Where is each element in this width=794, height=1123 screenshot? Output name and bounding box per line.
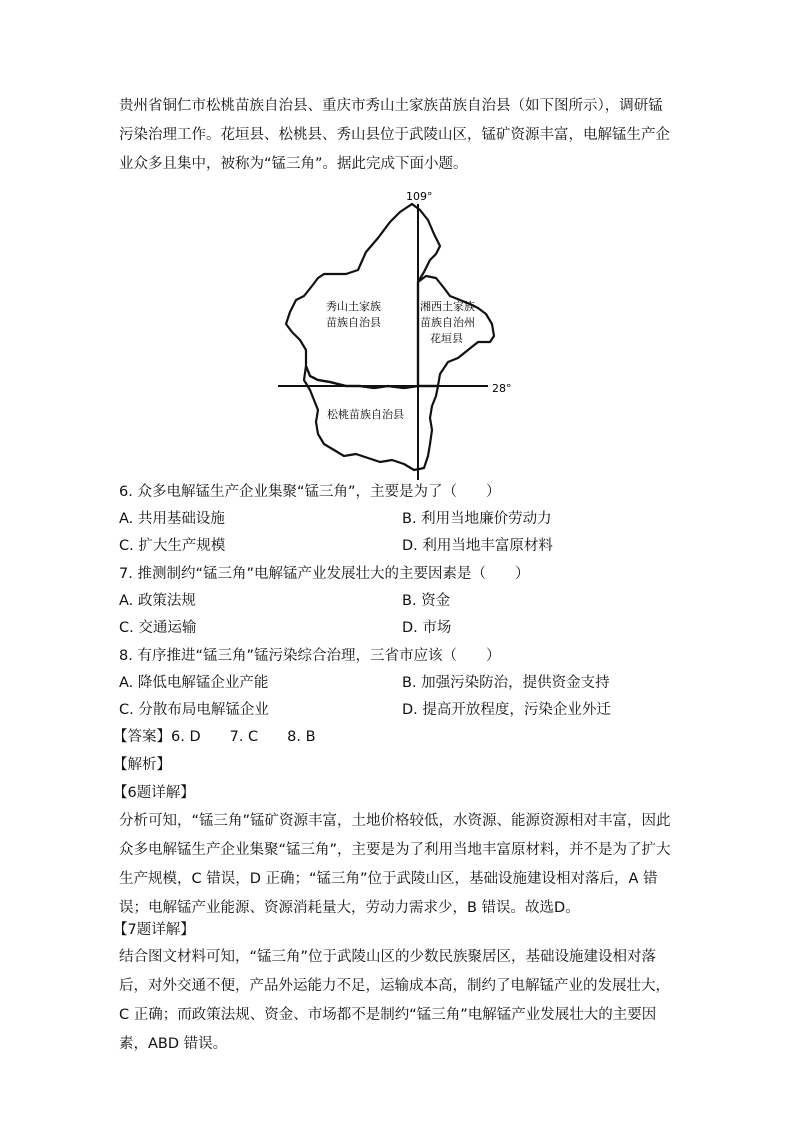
analysis-heading: 【解析】: [113, 757, 171, 773]
q7-detail-text: 结合图文材料可知，“锰三角”位于武陵山区的少数民族聚居区，基础设施建设相对落后，对外交通不便，产品外运能力不足，运输成本高，制约了电解锰产业的发展壮大，C 正确；而政策法规、资金、市场都不是制约“锰三角”电解锰产业发展壮大的主要因素，ABD 错误。: [119, 949, 670, 1052]
question-6-option-c: C. 扩大生产规模: [119, 538, 226, 554]
question-8-option-b: B. 加强污染防治，提供资金支持: [402, 675, 610, 691]
region-label-huayuan-1: 湘西土家族: [420, 300, 475, 313]
question-7-option-c: C. 交通运输: [119, 620, 197, 636]
question-8-stem: 8. 有序推进“锰三角”锰污染综合治理，三省市应该（ ）: [119, 648, 501, 664]
region-label-xiushan-1: 秀山土家族: [326, 300, 381, 313]
region-label-xiushan-2: 苗族自治县: [326, 316, 381, 329]
question-7-option-a: A. 政策法规: [119, 593, 196, 609]
intro-paragraph: 贵州省铜仁市松桃苗族自治县、重庆市秀山土家族苗族自治县（如下图所示），调研锰污染治理工作。花垣县、松桃县、秀山县位于武陵山区，锰矿资源丰富，电解锰生产企业众多且集中，被称为“锰三角”。据此完成下面小题。: [119, 98, 670, 172]
question-6-option-d: D. 利用当地丰富原材料: [402, 538, 553, 554]
question-6-stem: 6. 众多电解锰生产企业集聚“锰三角”，主要是为了（ ）: [119, 484, 501, 500]
latitude-label: 28°: [492, 382, 512, 395]
question-6-option-b: B. 利用当地廉价劳动力: [402, 511, 552, 527]
region-label-huayuan-2: 苗族自治州: [420, 316, 475, 329]
q7-detail-heading: 【7题详解】: [113, 922, 195, 938]
region-label-songtao: 松桃苗族自治县: [327, 408, 404, 421]
region-label-huayuan-3: 花垣县: [430, 332, 463, 345]
question-8-option-d: D. 提高开放程度，污染企业外迁: [402, 702, 611, 718]
question-7-stem: 7. 推测制约“锰三角”电解锰产业发展壮大的主要因素是（ ）: [119, 566, 530, 582]
question-8-option-a: A. 降低电解锰企业产能: [119, 675, 269, 691]
question-8-option-c: C. 分散布局电解锰企业: [119, 702, 269, 718]
map-region-huayuan: [418, 276, 494, 386]
q6-detail-heading: 【6题详解】: [113, 785, 195, 801]
question-7-option-b: B. 资金: [402, 593, 451, 609]
longitude-label: 109°: [406, 190, 433, 203]
answer-line: 【答案】6. D 7. C 8. B: [113, 729, 316, 745]
question-6-option-a: A. 共用基础设施: [119, 511, 225, 527]
location-map: [0, 190, 794, 490]
q6-detail-text: 分析可知，“锰三角”锰矿资源丰富，土地价格较低，水资源、能源资源相对丰富，因此众多电解锰生产企业集聚“锰三角”，主要是为了利用当地丰富原材料，并不是为了扩大生产规模，C 错误，D 正确；“锰三角”位于武陵山区，基础设施建设相对落后，A 错误；电解锰产业能源、资源消耗量大，劳动力需求少，B 错误。故选D。: [119, 813, 671, 916]
question-7-option-d: D. 市场: [402, 620, 452, 636]
